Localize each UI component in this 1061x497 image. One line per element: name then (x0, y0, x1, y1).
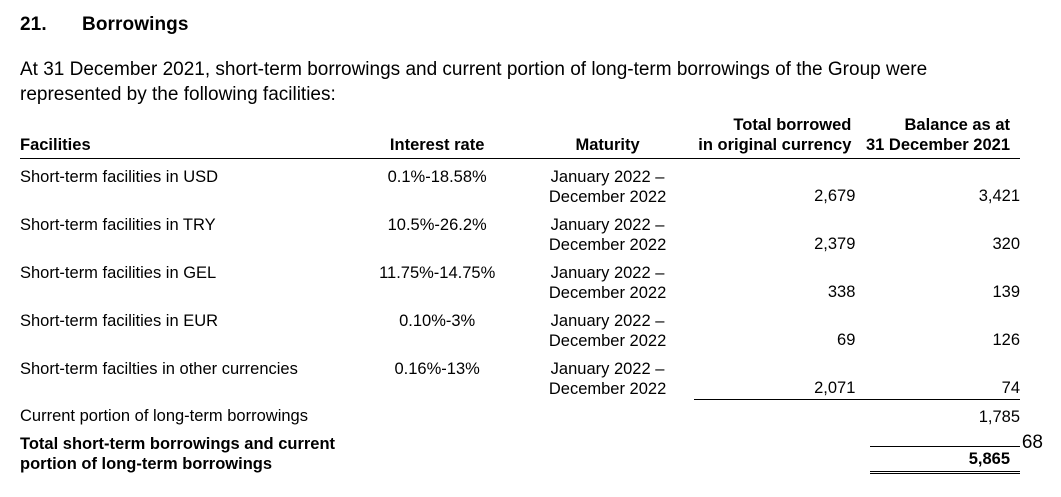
cell-total-empty (694, 427, 856, 474)
column-header-maturity: Maturity (521, 115, 693, 159)
section-title: Borrowings (82, 14, 189, 35)
cell-interest: 0.1%-18.58% (387, 168, 487, 186)
cell-balance-value: 126 (992, 331, 1020, 349)
cell-maturity-line1: January 2022 – (550, 168, 665, 186)
column-header-total-borrowed (694, 115, 856, 159)
cell-total (694, 159, 856, 208)
page-title (20, 14, 189, 36)
table-row (20, 303, 1020, 351)
cell-current-portion-total (694, 399, 856, 427)
column-header-balance (855, 115, 1020, 159)
cell-total-value: 69 (837, 331, 856, 349)
cell-total (694, 255, 856, 303)
borrowings-table (20, 115, 1020, 474)
cell-maturity (521, 207, 693, 255)
cell-balance (855, 303, 1020, 351)
cell-maturity-line1: January 2022 – (550, 312, 665, 330)
cell-interest: 0.10%-3% (399, 312, 476, 330)
cell-interest: 0.16%-13% (394, 360, 480, 378)
cell-facility: Short-term facilties in other currencies (20, 360, 298, 378)
cell-total-balance-value: 5,865 (870, 446, 1020, 474)
cell-balance (855, 351, 1020, 399)
table-body (20, 159, 1020, 475)
table-row (20, 207, 1020, 255)
table-row (20, 255, 1020, 303)
cell-maturity-line1: January 2022 – (550, 264, 665, 282)
cell-balance-value: 74 (1001, 379, 1020, 397)
cell-interest: 10.5%-26.2% (387, 216, 487, 234)
cell-balance (855, 207, 1020, 255)
cell-total-label-line2: portion of long-term borrowings (20, 455, 273, 473)
cell-balance-value: 3,421 (978, 187, 1020, 205)
cell-balance-value: 320 (992, 235, 1020, 253)
cell-total (694, 207, 856, 255)
cell-current-portion-balance: 1,785 (855, 399, 1020, 427)
section-number: 21. (20, 14, 47, 35)
page-number: 68 (1021, 432, 1043, 453)
cell-balance-value: 139 (992, 283, 1020, 301)
table-row-total (20, 427, 1020, 474)
cell-total-balance (855, 427, 1020, 474)
cell-maturity-line2: December 2022 (548, 187, 667, 206)
cell-total (694, 303, 856, 351)
table-row (20, 159, 1020, 208)
cell-current-portion-label: Current portion of long-term borrowings (20, 407, 308, 425)
cell-current-portion-interest (353, 399, 522, 427)
cell-maturity-line2: December 2022 (548, 283, 667, 302)
cell-total-value: 2,071 (814, 379, 856, 397)
cell-total (694, 351, 856, 399)
cell-maturity-line2: December 2022 (548, 379, 667, 398)
cell-maturity (521, 303, 693, 351)
table-header-row (20, 115, 1020, 159)
cell-balance (855, 159, 1020, 208)
intro-paragraph: At 31 December 2021, short-term borrowings and current portion of long-term borrowings of the Group were represented by the following facilities: (20, 59, 928, 105)
cell-facility: Short-term facilities in USD (20, 168, 219, 186)
table-row (20, 351, 1020, 399)
cell-total-label-line1: Total short-term borrowings and current (20, 435, 336, 453)
cell-total-value: 2,679 (814, 187, 856, 205)
column-header-total-borrowed-line1: Total borrowed (733, 116, 852, 134)
table-header (20, 115, 1020, 159)
column-header-facilities: Facilities (20, 115, 353, 159)
cell-facility: Short-term facilities in GEL (20, 264, 217, 282)
cell-maturity-line1: January 2022 – (550, 216, 665, 234)
column-header-balance-line1: Balance as at (904, 116, 1010, 134)
cell-maturity (521, 351, 693, 399)
cell-total-value: 2,379 (814, 235, 856, 253)
column-header-balance-line2: 31 December 2021 (865, 136, 1010, 154)
cell-interest: 11.75%-14.75% (379, 264, 496, 282)
cell-maturity-line2: December 2022 (548, 235, 667, 254)
cell-maturity-line2: December 2022 (548, 331, 667, 350)
cell-facility: Short-term facilities in TRY (20, 216, 216, 234)
cell-facility: Short-term facilities in EUR (20, 312, 219, 330)
cell-current-portion-maturity (521, 399, 693, 427)
cell-total-label (20, 427, 694, 474)
cell-balance (855, 255, 1020, 303)
cell-maturity-line1: January 2022 – (550, 360, 665, 378)
cell-maturity (521, 159, 693, 208)
column-header-total-borrowed-line2: in original currency (698, 136, 852, 154)
cell-total-value: 338 (827, 283, 856, 301)
table-row-current-portion (20, 399, 1020, 427)
column-header-interest-rate: Interest rate (353, 115, 522, 159)
cell-maturity (521, 255, 693, 303)
